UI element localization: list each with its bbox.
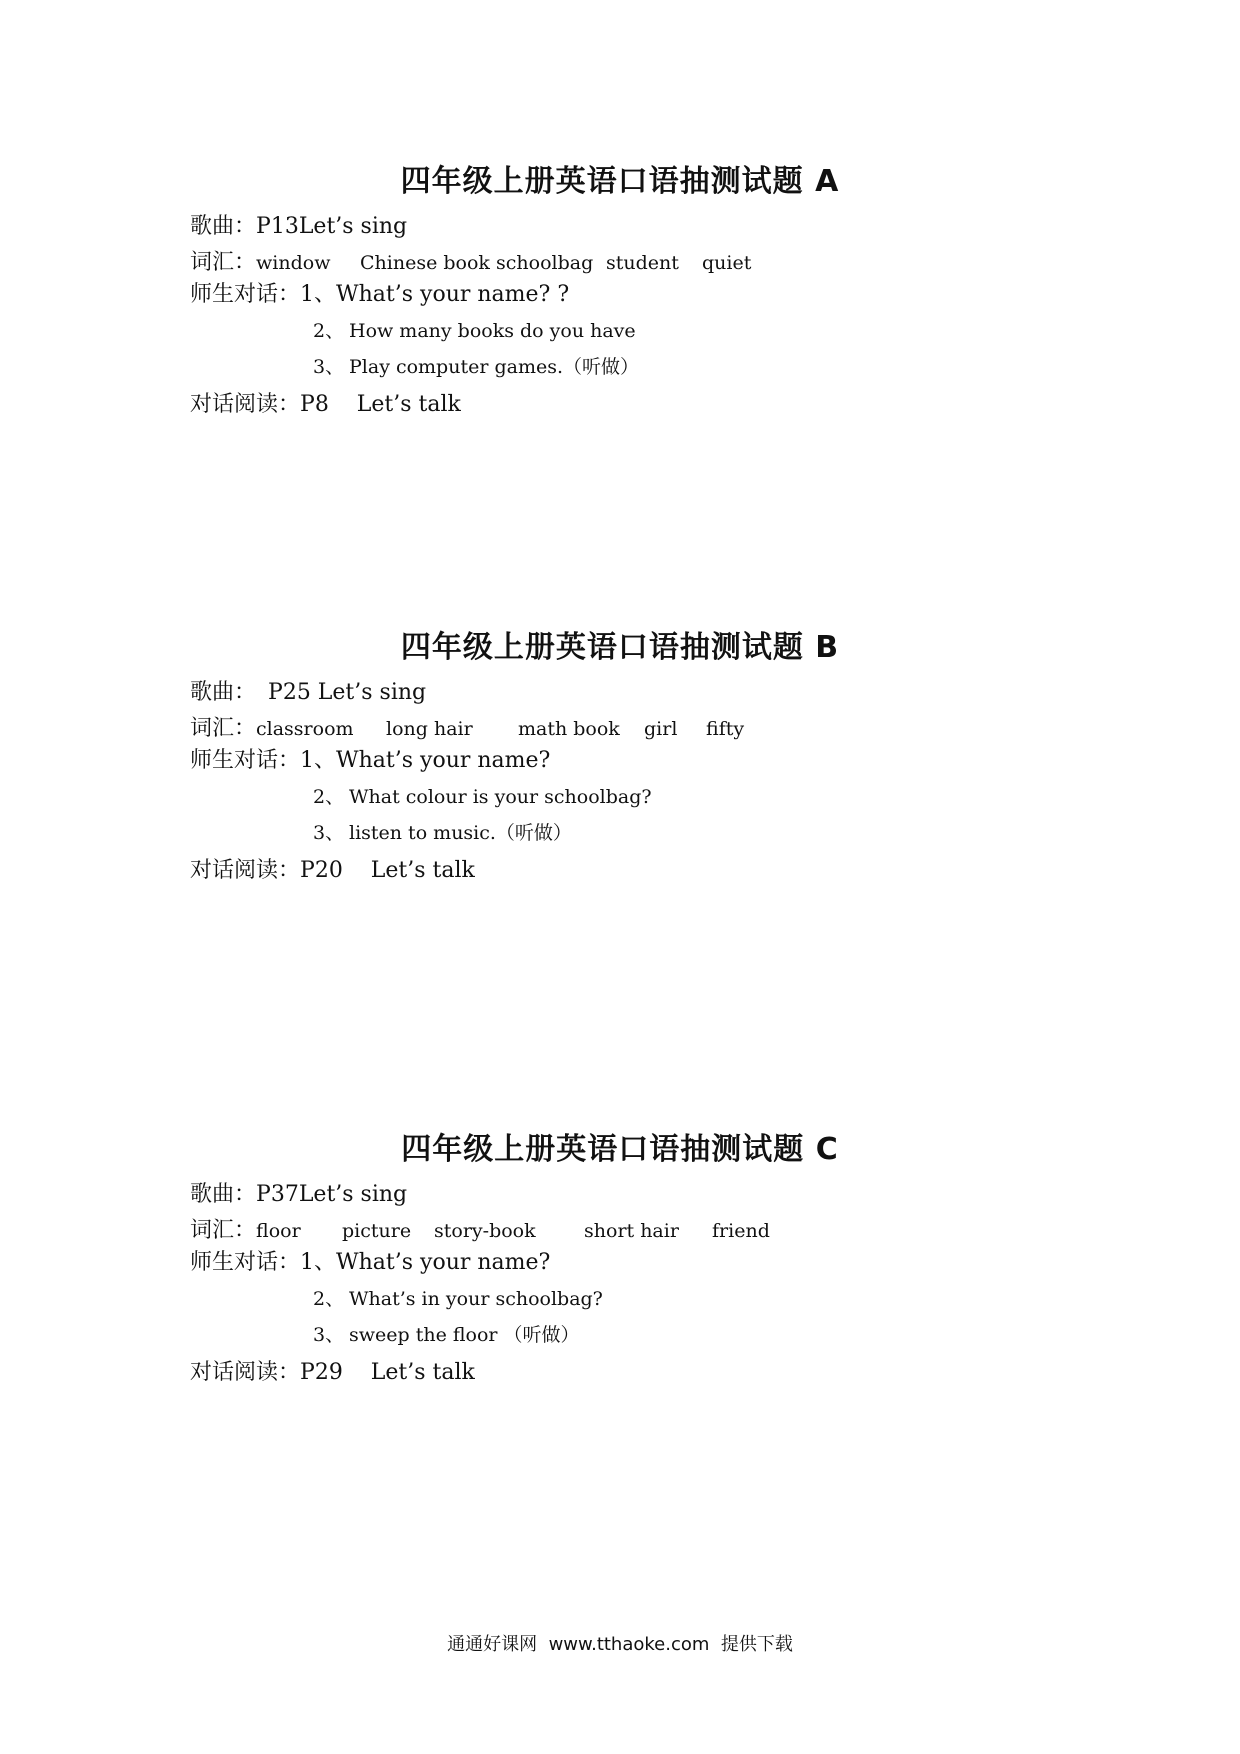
vocab-word: floor	[256, 1220, 301, 1242]
dialogue-row	[313, 782, 652, 812]
dialogue-number: 3、	[313, 1324, 345, 1346]
reading-row	[190, 1358, 475, 1388]
vocab-row	[190, 1216, 770, 1246]
reading-value: P8 Let’s talk	[300, 392, 461, 417]
dialogue-label: 师生对话：	[190, 748, 301, 773]
section-title: 四年级上册英语口语抽测试题 C	[401, 1132, 839, 1167]
dialogue-number: 3、	[313, 822, 345, 844]
dialogue-number: 1、	[300, 748, 337, 773]
dialogue-row	[190, 746, 550, 776]
song-value: P13Let’s sing	[256, 214, 408, 239]
reading-label: 对话阅读：	[190, 858, 301, 883]
dialogue-row	[313, 818, 572, 848]
vocab-word: classroom	[256, 718, 354, 740]
dialogue-number: 2、	[313, 320, 345, 342]
song-label: 歌曲：	[190, 1182, 257, 1207]
reading-value: P20 Let’s talk	[300, 858, 475, 883]
vocab-word: short hair	[584, 1220, 679, 1242]
vocab-row	[190, 248, 751, 278]
vocab-label: 词汇：	[190, 1218, 257, 1243]
song-row	[190, 1180, 407, 1210]
footer-text: 通通好课网 www.tthaoke.com 提供下载	[447, 1634, 793, 1655]
dialogue-row	[190, 280, 569, 310]
vocab-word: friend	[712, 1220, 770, 1242]
vocab-row	[190, 714, 744, 744]
vocab-label: 词汇：	[190, 716, 257, 741]
song-value: P25 Let’s sing	[268, 680, 427, 705]
vocab-label: 词汇：	[190, 250, 257, 275]
dialogue-number: 2、	[313, 786, 345, 808]
reading-label: 对话阅读：	[190, 392, 301, 417]
dialogue-text: listen to music.（听做）	[349, 822, 572, 844]
page-footer	[0, 1632, 1240, 1658]
vocab-word: story-book	[434, 1220, 536, 1242]
dialogue-row	[313, 1284, 603, 1314]
dialogue-row	[313, 1320, 580, 1350]
section-title: 四年级上册英语口语抽测试题 B	[400, 630, 840, 665]
song-value: P37Let’s sing	[256, 1182, 408, 1207]
dialogue-number: 3、	[313, 356, 345, 378]
vocab-word: student	[606, 252, 679, 274]
dialogue-row	[313, 316, 636, 346]
dialogue-row	[313, 352, 639, 382]
vocab-word: Chinese book	[360, 252, 490, 274]
song-label: 歌曲：	[190, 680, 257, 705]
vocab-word: girl	[644, 718, 678, 740]
reading-label: 对话阅读：	[190, 1360, 301, 1385]
song-row	[190, 212, 407, 242]
vocab-word: picture	[342, 1220, 412, 1242]
song-row	[190, 678, 426, 708]
dialogue-text: What colour is your schoolbag?	[349, 786, 652, 808]
vocab-word: quiet	[702, 252, 752, 274]
dialogue-number: 1、	[300, 1250, 337, 1275]
reading-row	[190, 856, 475, 886]
dialogue-text: sweep the floor （听做）	[349, 1324, 580, 1346]
dialogue-label: 师生对话：	[190, 282, 301, 307]
song-label: 歌曲：	[190, 214, 257, 239]
dialogue-text: What’s your name? ?	[336, 282, 570, 307]
dialogue-row	[190, 1248, 550, 1278]
dialogue-text: Play computer games.（听做）	[349, 356, 640, 378]
vocab-word: math book	[518, 718, 620, 740]
dialogue-label: 师生对话：	[190, 1250, 301, 1275]
dialogue-number: 2、	[313, 1288, 345, 1310]
dialogue-number: 1、	[300, 282, 337, 307]
dialogue-text: What’s in your schoolbag?	[349, 1288, 603, 1310]
dialogue-text: How many books do you have	[349, 320, 636, 342]
dialogue-text: What’s your name?	[336, 748, 551, 773]
vocab-word: long hair	[386, 718, 473, 740]
dialogue-text: What’s your name?	[336, 1250, 551, 1275]
vocab-word: schoolbag	[496, 252, 594, 274]
reading-row	[190, 390, 461, 420]
reading-value: P29 Let’s talk	[300, 1360, 475, 1385]
section-title: 四年级上册英语口语抽测试题 A	[400, 164, 840, 199]
vocab-word: fifty	[706, 718, 745, 740]
vocab-word: window	[256, 252, 331, 274]
